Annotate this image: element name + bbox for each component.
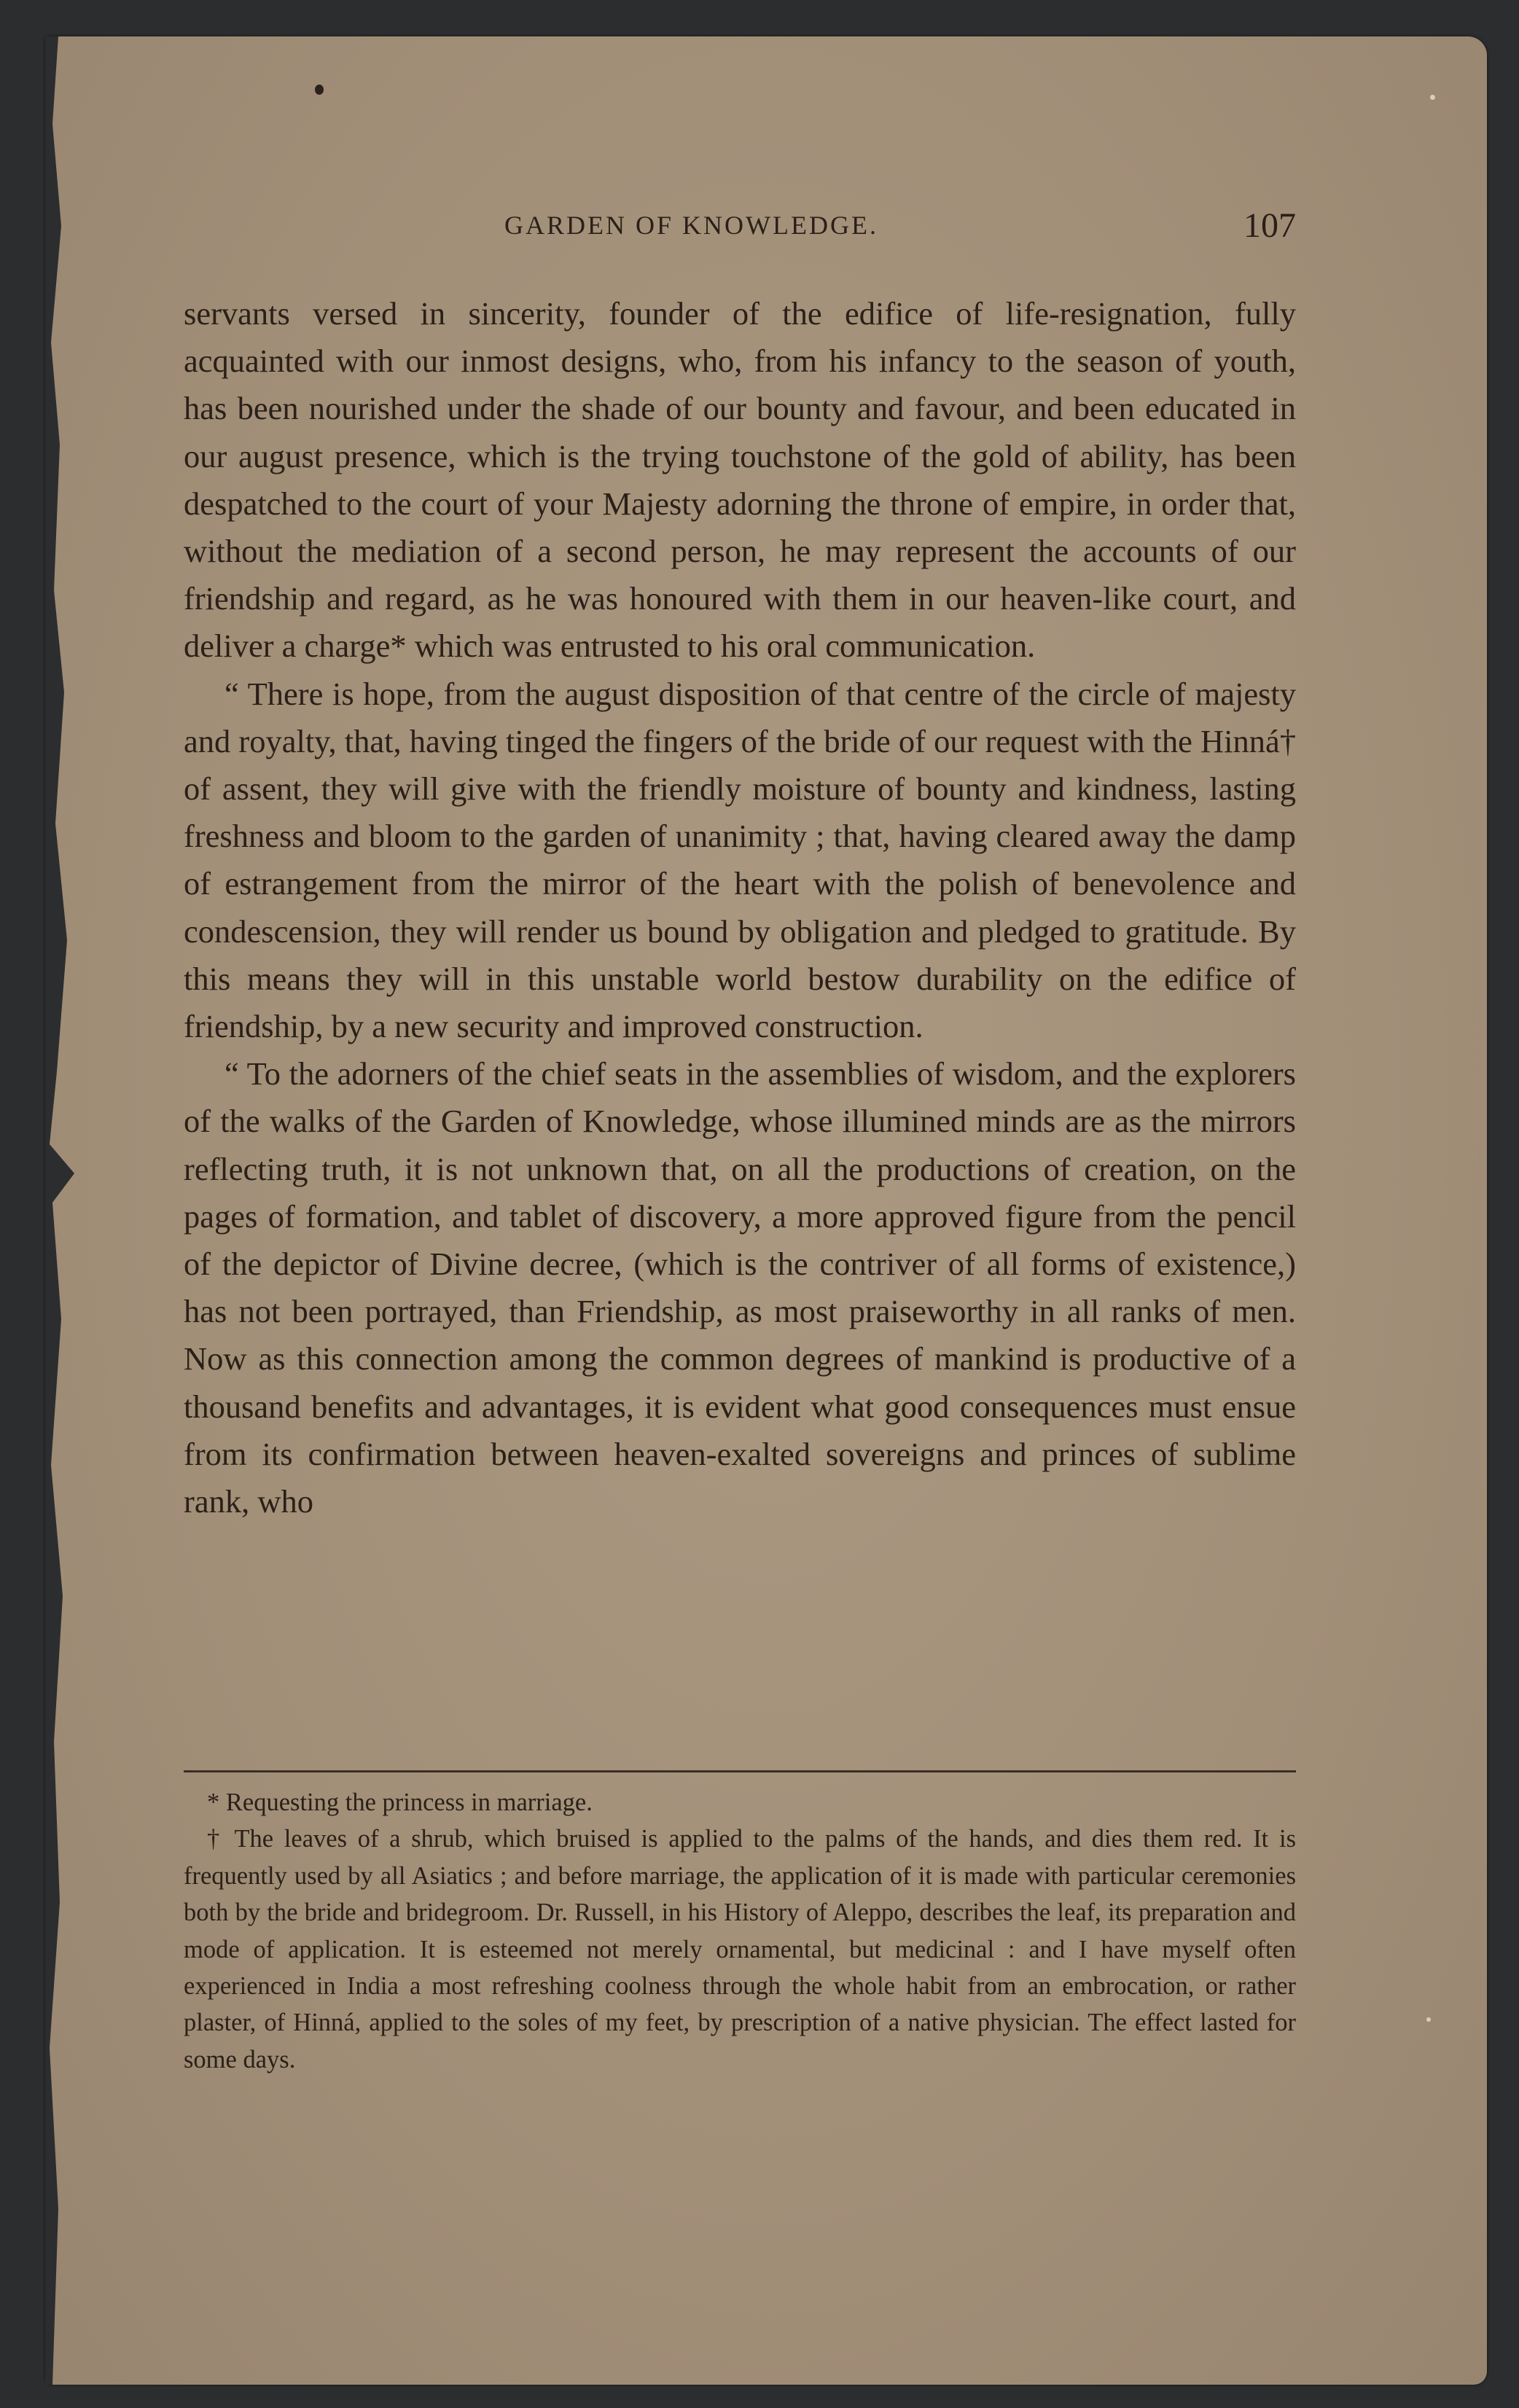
body-paragraph: servants versed in sincerity, founder of the edifice of life-resignation, fully acquainted with our inmost designs, who, from his infancy to the season of youth, has been nourished under the shade of our bounty and favour, and been educated in our august presence, which is the trying touchstone of the gold of ability, has been despatched to the court of your Majesty adorning the throne of empire, in order that, without the mediation of a second person, he may represent the accounts of our friendship and regard, as he was honoured with them in our heaven-like court, and deliver a charge* which was entrusted to his oral communication. xyxy=(184,295,1296,665)
footnotes xyxy=(184,1784,1296,2078)
footnote-rule xyxy=(184,1770,1296,1772)
ink-speck xyxy=(1430,95,1435,100)
running-title: GARDEN OF KNOWLEDGE. xyxy=(504,211,878,240)
footnote: † The leaves of a shrub, which bruised is applied to the palms of the hands, and dies them red. It is frequently used by all Asiatics ; and before marriage, the application of it is made with particular ceremonies both by the bride and bridegroom. Dr. Russell, in his History of Aleppo, describes the leaf, its preparation and mode of application. It is esteemed not merely ornamental, but medicinal : and I have myself often experienced in India a most refreshing coolness through the whole habit from an embrocation, or rather plaster, of Hinná, applied to the soles of my feet, by prescription of a native physician. The effect lasted for some days. xyxy=(184,1825,1296,2073)
page-number: 107 xyxy=(1243,206,1296,245)
footnote: * Requesting the princess in marriage. xyxy=(207,1789,593,1816)
ink-speck xyxy=(315,85,324,95)
body-text xyxy=(184,290,1296,1525)
body-paragraph: “ There is hope, from the august disposition of that centre of the circle of majesty and royalty, that, having tinged the fingers of the bride of our request with the Hinná† of assent, they will give with the friendly moisture of bounty and kindness, lasting freshness and bloom to the garden of unanimity ; that, having cleared away the damp of estrangement from the mirror of the heart with the polish of benevolence and condescension, they will render us bound by obligation and pledged to gratitude. By this means they will in this unstable world bestow durability on the edifice of friendship, by a new security and improved construction. xyxy=(184,675,1296,1045)
body-paragraph: “ To the adorners of the chief seats in the assemblies of wisdom, and the explorers of the walks of the Garden of Knowledge, whose illumined minds are as the mirrors reflecting truth, it is not unknown that, on all the productions of creation, on the pages of formation, and tablet of discovery, a more approved figure from the pencil of the depictor of Divine decree, (which is the contriver of all forms of existence,) has not been portrayed, than Friendship, as most praiseworthy in all ranks of men. Now as this connection among the common degrees of mankind is productive of a thousand benefits and advantages, it is evident what good consequences must ensue from its confirmation between heaven-exalted sovereigns and princes of sublime rank, who xyxy=(184,1055,1296,1520)
running-head xyxy=(184,206,1296,249)
ink-speck xyxy=(1426,2017,1431,2022)
